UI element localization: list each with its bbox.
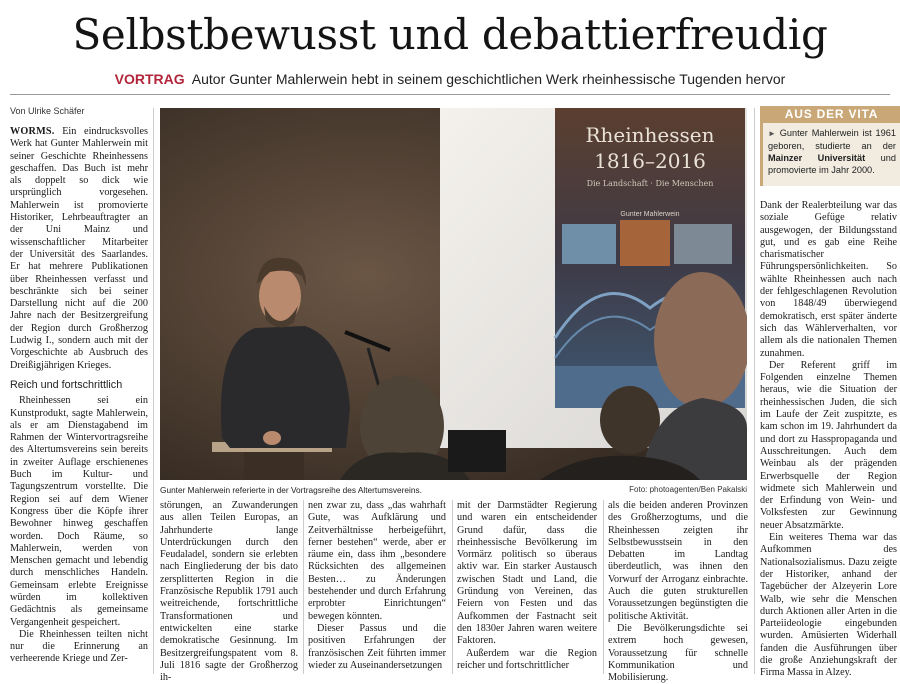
paragraph: störungen, an Zuwanderungen aus allen Teilen Europas, an Jahrhunderte lange Unterdrückungen durch den Feudaladel, sondern sie erlebten nach Eingliederung der bis dato zersplitterten Region in die Französische Republik 1791 auch weitreichende, fortschrittliche Transformationen und entwickelten eine starke demokratische Gesinnung. Im Besitzergreifungspatent vom 8. Juli 1816 sagte der Großherzog ih- (160, 500, 298, 684)
cover-image-2 (620, 220, 670, 266)
vita-box (760, 106, 900, 186)
photo-caption (160, 485, 747, 495)
laptop (448, 430, 506, 472)
column-divider (754, 108, 755, 674)
slide-title-line2: 1816–2016 (594, 149, 706, 173)
article-column-4 (457, 500, 597, 672)
cover-image-3 (674, 224, 732, 264)
slide-subtitle: Die Landschaft · Die Menschen (586, 179, 714, 188)
kicker: VORTRAG (114, 71, 185, 87)
article-column-2 (160, 500, 298, 684)
dateline: WORMS. (10, 126, 55, 137)
arrow-right-icon: ► (768, 129, 776, 138)
slide-author: Gunter Mahlerwein (620, 211, 680, 218)
headline-rule (10, 94, 890, 95)
paragraph: Rheinhessen sei ein Kunstprodukt, sagte Mahlerwein, als er am Dienstagabend im Rahmen der Wintervortragsreihe des Altertumsvereins sein bereits in zweiter Auflage erschienenes Buch im Kultur- und Tagungszentrum vorstellte. Die Region sei auf dem Wiener Kongress über die Köpfe ihrer Bewohner hinweg geschaffen worden. Doch Räume, so Mahlerwein, werden von Menschen gemacht und lebendig durch menschliches Handeln. Gemeinsam erlebte Ereignisse würden im kollektiven Gedächtnis als gemeinsame Vergangenheit gespeichert. (10, 395, 148, 628)
lead-text: Ein eindrucksvolles Werk hat Gunter Mahlerwein mit seiner Geschichte Rheinhessens geschaffen. Das Buch ist mehr als doppelt so dick wie ursprünglich vorgesehen. Mahlerwein ist promovierte Historiker, Lehrbeauftragter an der Uni Mainz und wissenschaftlicher Mitarbeiter der Universität des Saarlandes. Er hat mehrere Publikationen über Rheinhessen verfasst und beschränkte sich bei seiner Darstellung nicht auf die 200 Jahre nach der Besitzergreifung der Region durch Großherzog Ludwig I., sondern auch mit der Vorgeschichte ab Ausbruch des Dreißigjährigen Krieges. (10, 126, 148, 371)
caption-text: Gunter Mahlerwein referierte in der Vortragsreihe des Altertumsvereins. (160, 485, 422, 495)
lead-paragraph (10, 126, 148, 372)
subheadline-text: Autor Gunter Mahlerwein hebt in seinem geschichtlichen Werk rheinhessische Tugenden hervor (191, 71, 786, 87)
paragraph: Dieser Passus und die positiven Erfahrungen der französischen Zeit führten immer wieder zu Auseinandersetzungen (308, 622, 446, 671)
paragraph: Der Referent griff im Folgenden einzelne Themen heraus, wie die Situation der rheinhessischen Juden, die sich im Laufe der Zeit zuspitzte, es kam schon im 19. Jahrhundert da und dort zu Hasspropaganda und Ausschreitungen. Auch dem Weinbau als der prägenden Erwerbsquelle der Region widmete sich Mahlerwein und der Erfindung von Wein- und Volksfesten zur Gewinnung neuer Absatzmärkte. (760, 359, 897, 531)
subheading: Reich und fortschrittlich (10, 378, 123, 391)
column-divider (153, 108, 154, 674)
paragraph: Die Bevölkerungsdichte sei extrem hoch gewesen, Voraussetzung für schnelle Kommunikation und Mobilisierung. (608, 622, 748, 684)
paragraph: Außerdem war die Region reicher und fortschrittlicher (457, 647, 597, 671)
vita-text-bold: Mainzer Universität (768, 153, 866, 163)
cover-image-1 (562, 224, 616, 264)
paragraph: Ein weiteres Thema war das Aufkommen des Nationalsozialismus. Dazu zeigte der Historiker, anhand der Tagebücher der Alzeyerin Lore Walb, wie sehr die Menschen durch Aktionen aller Arten in die Parteiideologie eingebunden wurden. Amüsierten Widerhall fanden die Ausführungen über die große Anziehungskraft der Firma Massa in Alzey. (760, 532, 897, 679)
paragraph: mit der Darmstädter Regierung und waren ein entscheidender Grund dafür, dass die rheinhessische Bevölkerung im Vormärz politisch so überaus aktiv war. Ein starker Austausch zwischen Stadt und Land, die Gründung von Vereinen, das Feiern von Festen und das Aufkommen der Fastnacht seit den 1830er Jahren waren weitere Faktoren. (457, 500, 597, 647)
paragraph: Dank der Realerbteilung war das soziale Gefüge relativ ausgewogen, der Bildungsstand gut, und es gab eine Reihe charismatischer Führungspersönlichkeiten. So wählte Rheinhessen auch nach der fehlgeschlagenen Revolution von 1848/49 überwiegend demokratisch, erst später änderte sich das Wählerverhalten, vor allem als die nationalen Themen zunahmen. (760, 200, 897, 359)
paragraph: Die Rheinhessen teilten nicht nur die Erinnerung an verheerende Kriege und Zer- (10, 628, 148, 665)
column-divider (452, 500, 453, 674)
column-divider (303, 500, 304, 674)
vita-text-part: Gunter Mahlerwein ist 1961 geboren, studierte an der (768, 128, 896, 151)
article-column-1 (10, 126, 148, 666)
paragraph: nen zwar zu, dass „das wahrhaft Gute, was Aufklärung und Zeitverhältnisse herbeigeführt, ferner bestehen“ werde, aber er räume ein, dass ihm „besondere Rücksichten des allgemeinen Besten… zu Änderungen bestehender und durch Erfahrung erprobter Einrichtungen“ bewegen könnten. (308, 500, 446, 622)
article-column-5 (608, 500, 748, 684)
vita-heading: AUS DER VITA (763, 106, 900, 123)
audience-head (654, 272, 747, 408)
photo-credit: Foto: photoagenten/Ben Pakalski (629, 485, 747, 494)
article-column-3 (308, 500, 446, 672)
slide-title-line1: Rheinhessen (585, 123, 715, 147)
subheadline (0, 70, 900, 88)
article-photo (160, 108, 747, 480)
column-divider (603, 500, 604, 674)
byline: Von Ulrike Schäfer (10, 106, 85, 116)
article-column-6 (760, 200, 897, 680)
vita-text-part: und promovierte im Jahr 2000. (768, 153, 896, 175)
paragraph: als die beiden anderen Provinzen des Großherzogtums, und die Rheinhessen zeigten ihr Selbstbewusstsein in den Debatten im Landtag überdeutlich, was ihnen den Vorwurf der Arroganz einbrachte. Auch die guten strukturellen Voraussetzungen begünstigten die politische Aktivität. (608, 500, 748, 622)
photo-illustration (160, 108, 747, 480)
headline: Selbstbewusst und debattierfreudig (72, 10, 828, 59)
vita-text (763, 123, 900, 176)
